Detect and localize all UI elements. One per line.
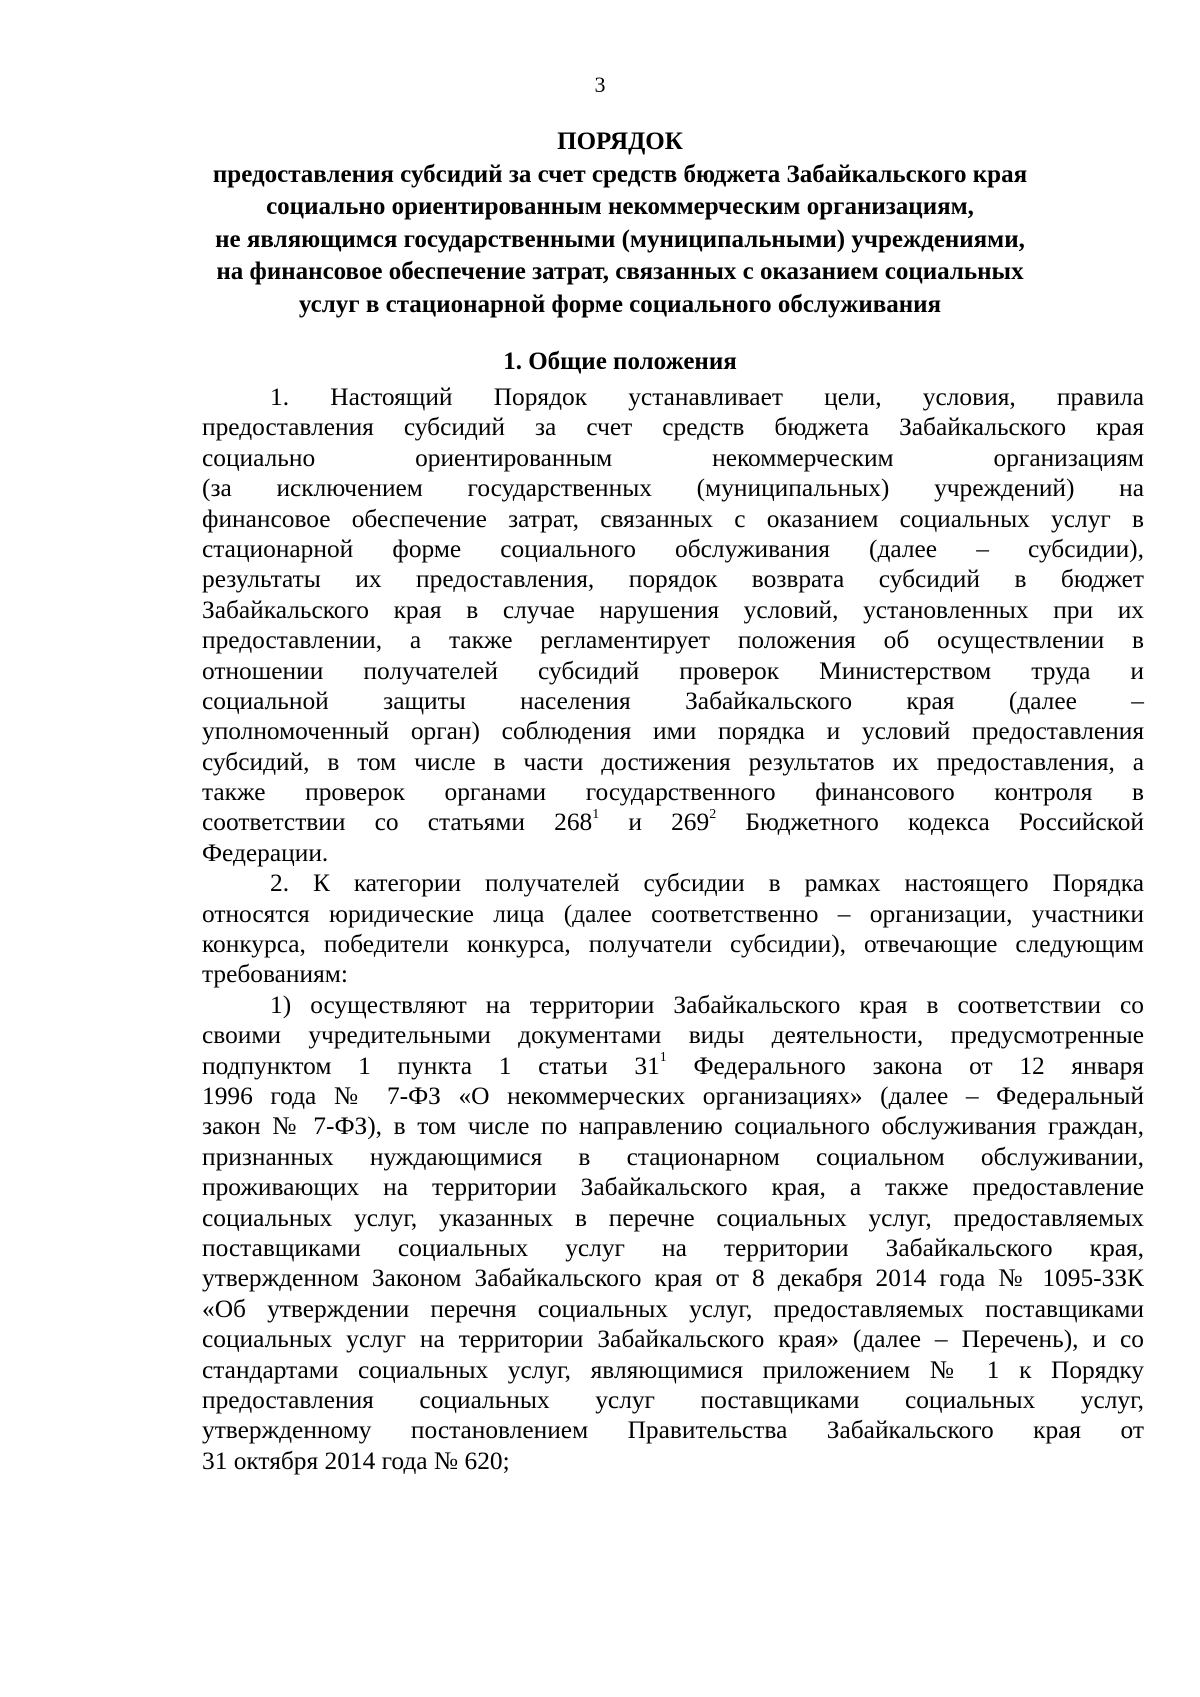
- title-main: ПОРЯДОК: [557, 128, 683, 155]
- text-line: закон № 7-ФЗ), в том числе по направлению социального обслуживания граждан,: [202, 1112, 1144, 1141]
- text-line: 31 октября 2014 года № 620;: [202, 1446, 510, 1475]
- superscript: 2: [709, 807, 717, 822]
- text-line: 2. К категории получателей субсидии в рамках настоящего Порядка: [270, 869, 1144, 898]
- text-line: социально ориентированным некоммерческим организациям: [202, 443, 1144, 472]
- text-line: предоставления субсидий за счет средств бюджета Забайкальского края: [202, 413, 1144, 442]
- statute-text-after: Бюджетного кодекса Российской: [716, 808, 1144, 837]
- text-line: предоставления социальных услуг поставщиками социальных услуг,: [202, 1385, 1144, 1414]
- text-line: утвержденному постановлением Правительства Забайкальского края от: [202, 1416, 1144, 1445]
- article-text-before: подпунктом 1 пункта 1 статьи 31: [202, 1051, 660, 1080]
- text-line: признанных нуждающимися в стационарном социальном обслуживании,: [202, 1142, 1144, 1171]
- text-line-statutes: [202, 807, 1144, 837]
- section-heading: 1. Общие положения: [503, 348, 737, 375]
- title-line: не являющимся государственными (муниципальными) учреждениями,: [215, 225, 1025, 253]
- text-line: утвержденном Законом Забайкальского края от 8 декабря 2014 года № 1095-ЗЗК: [202, 1264, 1144, 1293]
- text-line: 1996 года № 7-ФЗ «О некоммерческих организациях» (далее – Федеральный: [202, 1081, 1144, 1110]
- text-line: уполномоченный орган) соблюдения ими порядка и условий предоставления: [202, 717, 1144, 746]
- text-line: проживающих на территории Забайкальского края, а также предоставление: [202, 1173, 1144, 1202]
- text-line: социальных услуг на территории Забайкальского края» (далее – Перечень), и со: [202, 1325, 1144, 1354]
- text-line: своими учредительными документами виды деятельности, предусмотренные: [202, 1021, 1144, 1050]
- text-line: 1) осуществляют на территории Забайкальского края в соответствии со: [270, 990, 1144, 1019]
- text-line: 1. Настоящий Порядок устанавливает цели, условия, правила: [270, 383, 1144, 411]
- text-line: поставщиками социальных услуг на территории Забайкальского края,: [202, 1233, 1144, 1262]
- title-line: на финансовое обеспечение затрат, связанных с оказанием социальных: [216, 258, 1024, 285]
- text-line: «Об утверждении перечня социальных услуг, предоставляемых поставщиками: [202, 1294, 1144, 1323]
- text-line-article: [202, 1051, 1144, 1081]
- text-line: требованиям:: [202, 960, 348, 989]
- text-line: стационарной форме социального обслуживания (далее – субсидии),: [202, 534, 1144, 563]
- statute-text-middle: и 269: [599, 808, 710, 837]
- text-line: социальной защиты населения Забайкальского края (далее –: [202, 686, 1144, 715]
- text-line: также проверок органами государственного финансового контроля в: [202, 778, 1144, 807]
- document-title: [160, 126, 1080, 321]
- page-number: 3: [594, 72, 606, 97]
- text-line: (за исключением государственных (муниципальных) учреждений) на: [202, 474, 1144, 503]
- superscript: 1: [659, 1050, 667, 1066]
- article-text-after: Федерального закона от 12 января: [666, 1051, 1144, 1080]
- text-line: отношении получателей субсидий проверок Министерством труда и: [202, 656, 1144, 685]
- title-line: социально ориентированным некоммерческим организациям,: [266, 193, 974, 220]
- text-line: предоставлении, а также регламентирует положения об осуществлении в: [202, 626, 1144, 655]
- text-line: Забайкальского края в случае нарушения условий, установленных при их: [202, 595, 1144, 624]
- text-line: стандартами социальных услуг, являющимися приложением № 1 к Порядку: [202, 1355, 1144, 1384]
- statute-text-before: соответствии со статьями 268: [202, 808, 593, 837]
- text-line: конкурса, победители конкурса, получатели субсидии), отвечающие следующим: [202, 930, 1144, 959]
- text-line: социальных услуг, указанных в перечне социальных услуг, предоставляемых: [202, 1203, 1144, 1232]
- title-line: услуг в стационарной форме социального обслуживания: [298, 290, 942, 318]
- superscript: 1: [592, 807, 600, 822]
- body-text: [202, 382, 1144, 1476]
- text-line: субсидий, в том числе в части достижения результатов их предоставления, а: [202, 747, 1144, 776]
- text-line: относятся юридические лица (далее соответственно – организации, участники: [202, 899, 1144, 928]
- text-line: результаты их предоставления, порядок возврата субсидий в бюджет: [202, 565, 1144, 594]
- title-line: предоставления субсидий за счет средств бюджета Забайкальского края: [212, 160, 1028, 188]
- text-line: Федерации.: [202, 838, 329, 867]
- text-line: финансовое обеспечение затрат, связанных с оказанием социальных услуг в: [202, 504, 1144, 533]
